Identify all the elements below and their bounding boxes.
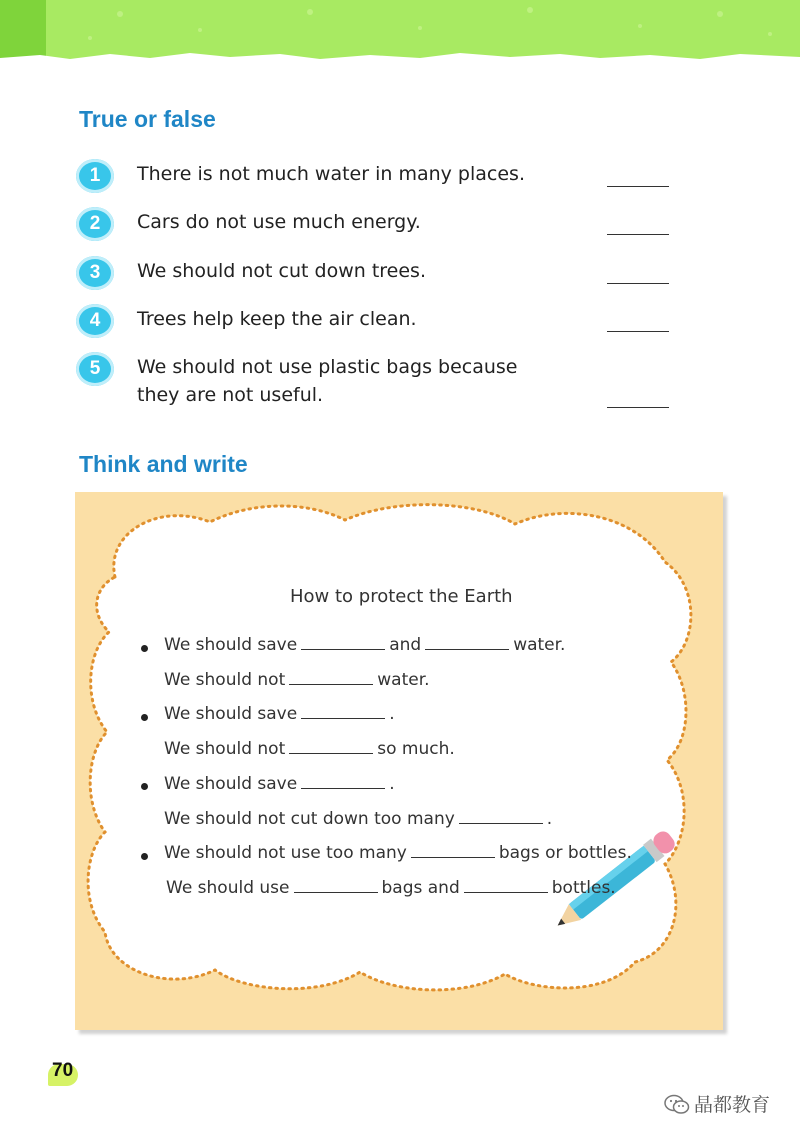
number-badge: 3 [76, 256, 114, 290]
page-number: 70 [52, 1060, 74, 1081]
line-text: water. [513, 635, 566, 655]
line-text: We should not [164, 670, 286, 690]
bullet [141, 783, 148, 790]
top-banner [0, 0, 800, 64]
number-badge: 5 [76, 352, 114, 386]
watermark-text: 晶都教育 [694, 1094, 771, 1116]
write-line-7 [164, 843, 632, 863]
number-badge: 2 [76, 207, 114, 241]
line-text: bottles. [551, 878, 616, 898]
answer-blank[interactable] [607, 282, 669, 284]
answer-blank[interactable] [607, 233, 669, 235]
number-badge: 4 [76, 304, 114, 338]
line-text: so much. [377, 739, 455, 759]
line-text: We should use [166, 878, 290, 898]
write-blank[interactable] [425, 648, 509, 650]
write-blank[interactable] [294, 891, 378, 893]
line-text: and [389, 635, 422, 655]
answer-blank[interactable] [607, 185, 669, 187]
cloud-frame [75, 492, 723, 1030]
line-text: bags or bottles. [498, 843, 632, 863]
true-or-false-heading: True or false [79, 106, 216, 132]
tf-statement: We should not cut down trees. [137, 260, 426, 282]
write-line-5 [164, 774, 395, 794]
tf-statement-continued: they are not useful. [137, 384, 324, 406]
card-title: How to protect the Earth [290, 586, 513, 607]
write-blank[interactable] [301, 648, 385, 650]
write-line-3 [164, 704, 395, 724]
line-text: bags and [381, 878, 460, 898]
answer-blank[interactable] [607, 330, 669, 332]
tf-statement: There is not much water in many places. [137, 163, 525, 185]
line-text: . [389, 774, 395, 794]
write-line-2 [164, 670, 430, 690]
write-blank[interactable] [289, 752, 373, 754]
write-line-8 [166, 878, 616, 898]
write-blank[interactable] [411, 856, 495, 858]
write-line-1 [164, 635, 565, 655]
think-and-write-heading: Think and write [79, 451, 248, 477]
tf-statement: Cars do not use much energy. [137, 211, 421, 233]
bullet [141, 853, 148, 860]
write-blank[interactable] [459, 822, 543, 824]
line-text: We should save [164, 635, 298, 655]
line-text: We should save [164, 774, 298, 794]
tf-statement: Trees help keep the air clean. [137, 308, 417, 330]
bullet [141, 714, 148, 721]
number-badge: 1 [76, 159, 114, 193]
write-blank[interactable] [301, 717, 385, 719]
wechat-icon [664, 1094, 690, 1116]
write-line-6 [164, 809, 552, 829]
tf-statement: We should not use plastic bags because [137, 356, 518, 378]
line-text: water. [377, 670, 430, 690]
write-blank[interactable] [464, 891, 548, 893]
write-blank[interactable] [301, 787, 385, 789]
line-text: We should save [164, 704, 298, 724]
writing-panel [75, 492, 723, 1030]
bullet [141, 645, 148, 652]
write-blank[interactable] [289, 683, 373, 685]
line-text: We should not [164, 739, 286, 759]
line-text: We should not use too many [164, 843, 407, 863]
line-text: We should not cut down too many [164, 809, 455, 829]
answer-blank[interactable] [607, 406, 669, 408]
line-text: . [546, 809, 553, 829]
line-text: . [389, 704, 395, 724]
write-line-4 [164, 739, 455, 759]
